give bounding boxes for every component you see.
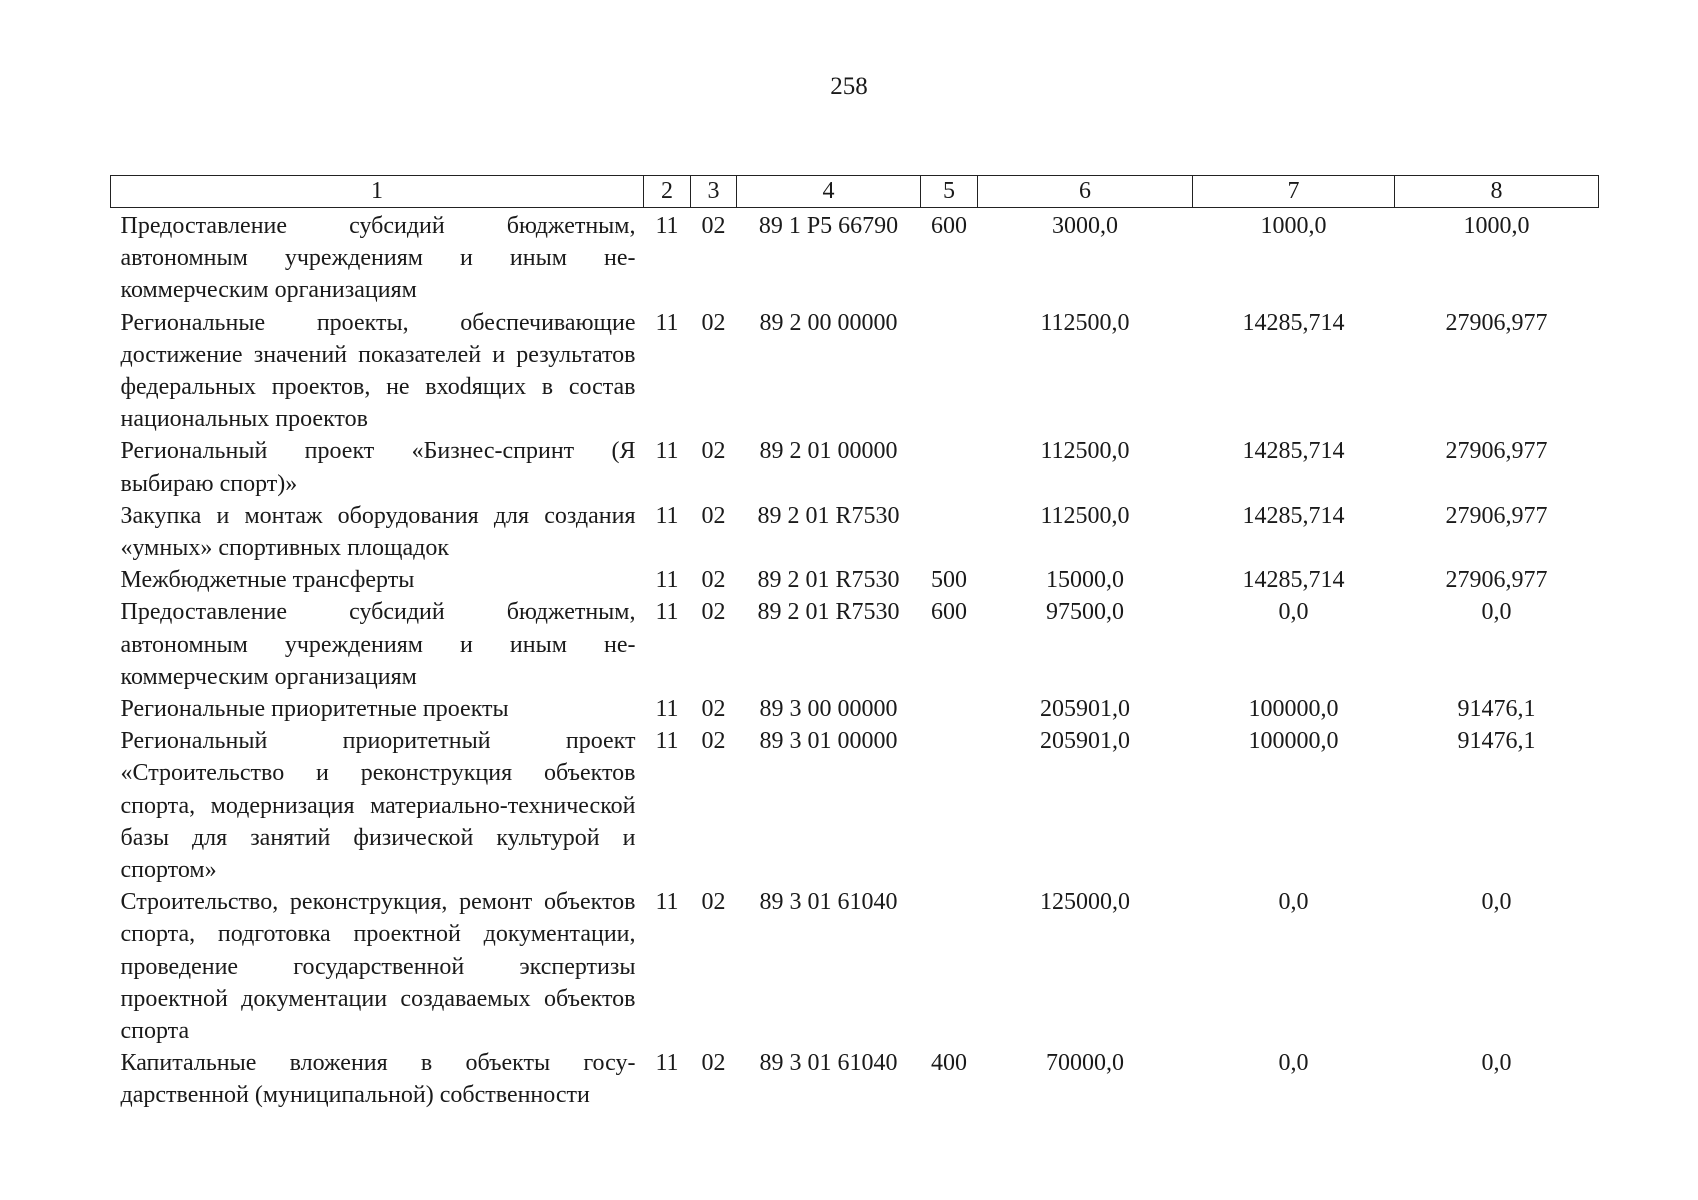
row-amount-col6: 125000,0 <box>1040 889 1130 916</box>
row-expense-type <box>921 693 978 725</box>
row-section: 11 <box>655 728 679 755</box>
row-expense-type: 400 <box>931 1050 967 1077</box>
row-expense-type <box>921 725 978 886</box>
row-expense-type <box>921 886 978 1047</box>
row-amount-col6: 112500,0 <box>1040 438 1130 465</box>
row-subsection: 02 <box>701 502 726 529</box>
row-name: Закупка и монтаж оборудования для создания «умных» спортивных площадок <box>120 502 636 562</box>
row-subsection: 02 <box>701 889 726 916</box>
row-amount-col6: 97500,0 <box>1046 599 1124 626</box>
row-name: Региональные проекты, обеспечивающие достижение значений показателей и результатов федеральных проектов, не вхоdящих в состав национальных проектов <box>120 309 636 433</box>
header-col-4: 4 <box>737 176 921 208</box>
table-row <box>111 693 1599 725</box>
row-amount-col8: 0,0 <box>1481 1050 1512 1077</box>
row-target-code: 89 2 00 00000 <box>759 309 898 336</box>
row-amount-col7: 0,0 <box>1278 599 1309 626</box>
row-subsection: 02 <box>701 696 726 723</box>
table-row <box>111 500 1599 564</box>
row-amount-col8: 27906,977 <box>1445 502 1548 529</box>
row-expense-type: 600 <box>931 213 967 239</box>
row-target-code: 89 2 01 00000 <box>759 438 898 465</box>
row-expense-type <box>921 500 978 564</box>
row-section: 11 <box>655 213 679 239</box>
row-target-code: 89 2 01 R7530 <box>757 599 900 626</box>
row-amount-col7: 14285,714 <box>1242 309 1345 336</box>
table-row <box>111 886 1599 1047</box>
row-name: Региональный приоритетный проект «Строительство и реконструкция объектов спорта, модернизация материально-технической базы для занятий физической культурой и спортом» <box>120 728 636 884</box>
row-target-code: 89 2 01 R7530 <box>757 502 900 529</box>
row-amount-col7: 0,0 <box>1278 1050 1309 1077</box>
row-name: Региональные приоритетные проекты <box>120 696 509 723</box>
table-row <box>111 564 1599 596</box>
row-amount-col8: 91476,1 <box>1457 696 1536 723</box>
row-section: 11 <box>655 309 679 336</box>
row-amount-col8: 1000,0 <box>1463 213 1530 239</box>
table-row <box>111 208 1599 307</box>
row-section: 11 <box>655 1050 679 1077</box>
row-amount-col7: 14285,714 <box>1242 502 1345 529</box>
row-subsection: 02 <box>701 213 726 239</box>
row-section: 11 <box>655 502 679 529</box>
row-amount-col7: 100000,0 <box>1248 696 1339 723</box>
header-col-6: 6 <box>978 176 1193 208</box>
header-col-8: 8 <box>1395 176 1599 208</box>
row-amount-col8: 0,0 <box>1481 889 1512 916</box>
header-col-5: 5 <box>921 176 978 208</box>
row-target-code: 89 3 01 61040 <box>759 889 898 916</box>
row-expense-type <box>921 435 978 499</box>
header-col-3: 3 <box>691 176 737 208</box>
row-name: Предоставление субсидий бюджетным, автономным учреждениям и иным некоммерческим организациям <box>120 599 636 690</box>
row-target-code: 89 2 01 R7530 <box>757 567 900 594</box>
row-section: 11 <box>655 696 679 723</box>
row-expense-type: 500 <box>931 567 967 594</box>
row-subsection: 02 <box>701 1050 726 1077</box>
header-col-2: 2 <box>644 176 691 208</box>
row-amount-col7: 14285,714 <box>1242 567 1345 594</box>
row-amount-col8: 27906,977 <box>1445 309 1548 336</box>
row-amount-col8: 27906,977 <box>1445 438 1548 465</box>
row-subsection: 02 <box>701 309 726 336</box>
row-name: Межбюджетные трансферты <box>120 567 415 594</box>
header-col-1: 1 <box>111 176 644 208</box>
row-subsection: 02 <box>701 438 726 465</box>
row-section: 11 <box>655 438 679 465</box>
row-subsection: 02 <box>701 567 726 594</box>
header-row <box>111 176 1599 208</box>
row-amount-col8: 0,0 <box>1481 599 1512 626</box>
row-subsection: 02 <box>701 599 726 626</box>
row-name: Региональный проект «Бизнес-спринт (Я выбираю спорт)» <box>120 438 636 497</box>
header-col-7: 7 <box>1193 176 1395 208</box>
table-row <box>111 1047 1599 1111</box>
row-amount-col6: 112500,0 <box>1040 502 1130 529</box>
table-row <box>111 307 1599 436</box>
row-amount-col6: 205901,0 <box>1040 728 1130 755</box>
row-amount-col7: 14285,714 <box>1242 438 1345 465</box>
row-name: Строительство, реконструкция, ремонт объектов спорта, подготовка проектной документации, проведение государственной экспертизы проектной документации создаваемых объектов спорта <box>120 889 636 1045</box>
table-row <box>111 725 1599 886</box>
row-section: 11 <box>655 567 679 594</box>
row-amount-col6: 3000,0 <box>1052 213 1118 239</box>
row-amount-col7: 100000,0 <box>1248 728 1339 755</box>
row-amount-col7: 1000,0 <box>1260 213 1327 239</box>
row-target-code: 89 3 01 00000 <box>759 728 898 755</box>
row-subsection: 02 <box>701 728 726 755</box>
table-row <box>111 596 1599 693</box>
page-number: 258 <box>830 73 868 100</box>
row-amount-col8: 91476,1 <box>1457 728 1536 755</box>
row-section: 11 <box>655 599 679 626</box>
row-expense-type: 600 <box>931 599 967 626</box>
row-target-code: 89 3 00 00000 <box>759 696 898 723</box>
row-section: 11 <box>655 889 679 916</box>
row-expense-type <box>921 307 978 436</box>
row-name: Капитальные вложения в объекты государственной (муниципальной) собственности <box>120 1050 636 1109</box>
row-amount-col6: 205901,0 <box>1040 696 1130 723</box>
row-amount-col6: 70000,0 <box>1046 1050 1124 1077</box>
budget-table <box>110 175 1599 1112</box>
table-row <box>111 435 1599 499</box>
row-amount-col7: 0,0 <box>1278 889 1309 916</box>
row-target-code: 89 1 P5 66790 <box>758 213 899 239</box>
row-amount-col6: 112500,0 <box>1040 309 1130 336</box>
row-name: Предоставление субсидий бюджетным, автономным учреждениям и иным некоммерческим организациям <box>120 213 636 304</box>
table-header <box>111 176 1599 208</box>
row-amount-col6: 15000,0 <box>1046 567 1124 594</box>
row-target-code: 89 3 01 61040 <box>759 1050 898 1077</box>
table-body <box>111 208 1599 1112</box>
row-amount-col8: 27906,977 <box>1445 567 1548 594</box>
